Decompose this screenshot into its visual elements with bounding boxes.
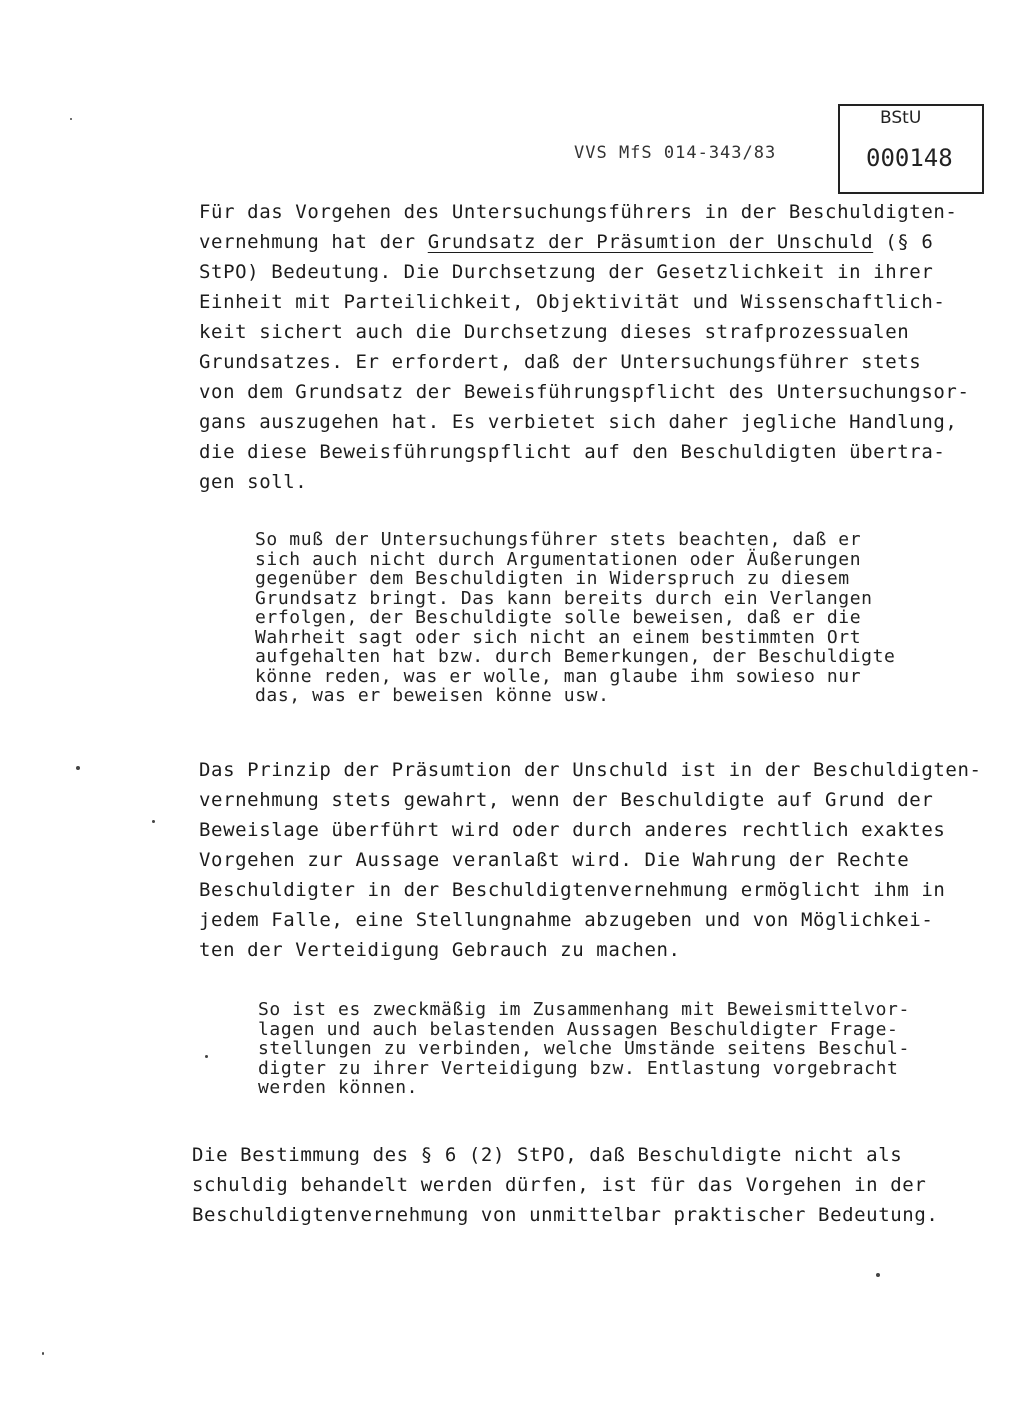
scan-speck <box>70 118 72 120</box>
scan-speck <box>876 1273 880 1277</box>
text-line: StPO) Bedeutung. Die Durchsetzung der Gesetzlichkeit in ihrer <box>199 261 934 283</box>
scan-speck <box>42 1352 44 1355</box>
text-line: So muß der Untersuchungsführer stets beachten, daß er <box>255 529 862 550</box>
text-line: So ist es zweckmäßig im Zusammenhang mit Beweismittelvor- <box>258 999 910 1020</box>
page-number-stamp: 000148 <box>866 144 953 172</box>
scan-speck <box>76 766 80 770</box>
text-line: Beschuldigter in der Beschuldigtenvernehmung ermöglicht ihm in <box>199 879 946 901</box>
text-line: Wahrheit sagt oder sich nicht an einem bestimmten Ort <box>255 626 862 648</box>
text-line: schuldig behandelt werden dürfen, ist für das Vorgehen in der <box>192 1174 927 1196</box>
text-line: Für das Vorgehen des Untersuchungsführers in der Beschuldigten- <box>199 201 958 223</box>
text-line: Beschuldigtenvernehmung von unmittelbar praktischer Bedeutung. <box>192 1204 939 1226</box>
text-line: Grundsatzes. Er erfordert, daß der Untersuchungsführer stets <box>199 351 922 373</box>
text-line: digter zu ihrer Verteidigung bzw. Entlastung vorgebracht <box>258 1057 899 1079</box>
text-line: gans auszugehen hat. Es verbietet sich daher jegliche Handlung, <box>199 411 958 433</box>
text-line: erfolgen, der Beschuldigte solle beweisen, daß er die <box>255 607 862 628</box>
text-line: sich auch nicht durch Argumentationen oder Äußerungen <box>255 548 862 570</box>
paragraph-1 <box>199 197 970 497</box>
text-line: Beweislage überführt wird oder durch anderes rechtlich exaktes <box>199 819 946 841</box>
underlined-term: Grundsatz der Präsumtion der Unschuld <box>427 231 874 253</box>
scan-speck <box>152 820 155 823</box>
text-line: gen soll. <box>199 471 308 493</box>
text-line: könne reden, was er wolle, man glaube ihm sowieso nur <box>255 665 862 687</box>
paragraph-3 <box>199 755 982 965</box>
text-line: ten der Verteidigung Gebrauch zu machen. <box>199 939 681 961</box>
archive-stamp <box>838 104 984 194</box>
text-line: aufgehalten hat bzw. durch Bemerkungen, der Beschuldigte <box>255 646 896 667</box>
text-segment: vernehmung hat der <box>199 231 428 253</box>
text-segment: (§ 6 <box>873 231 934 253</box>
document-reference: VVS MfS 014-343/83 <box>574 143 777 163</box>
text-line: die diese Beweisführungspflicht auf den Beschuldigten übertra- <box>199 441 946 463</box>
text-line: von dem Grundsatz der Beweisführungspflicht des Untersuchungsor- <box>199 381 970 403</box>
stamp-label: BStU <box>880 108 922 128</box>
text-line: keit sichert auch die Durchsetzung dieses strafprozessualen <box>199 321 910 343</box>
text-line: Die Bestimmung des § 6 (2) StPO, daß Beschuldigte nicht als <box>192 1144 903 1166</box>
text-line: das, was er beweisen könne usw. <box>255 685 610 706</box>
text-line: vernehmung stets gewahrt, wenn der Beschuldigte auf Grund der <box>199 789 934 811</box>
text-line: gegenüber dem Beschuldigten in Widerspruch zu diesem <box>255 568 850 589</box>
scan-speck <box>205 1055 208 1058</box>
text-line <box>199 227 970 257</box>
text-line: Einheit mit Parteilichkeit, Objektivität und Wissenschaftlich- <box>199 291 946 313</box>
paragraph-5 <box>192 1140 938 1230</box>
text-line: lagen und auch belastenden Aussagen Beschuldigter Frage- <box>258 1018 899 1040</box>
text-line: werden können. <box>258 1077 419 1098</box>
text-line: Das Prinzip der Präsumtion der Unschuld ist in der Beschuldigten- <box>199 759 982 781</box>
text-line: stellungen zu verbinden, welche Umstände seitens Beschul- <box>258 1038 910 1059</box>
text-line: jedem Falle, eine Stellungnahme abzugeben und von Möglichkei- <box>199 909 934 931</box>
paragraph-2 <box>255 530 895 706</box>
text-line: Grundsatz bringt. Das kann bereits durch ein Verlangen <box>255 587 873 609</box>
text-line: Vorgehen zur Aussage veranlaßt wird. Die Wahrung der Rechte <box>199 849 910 871</box>
paragraph-4 <box>258 1000 910 1098</box>
